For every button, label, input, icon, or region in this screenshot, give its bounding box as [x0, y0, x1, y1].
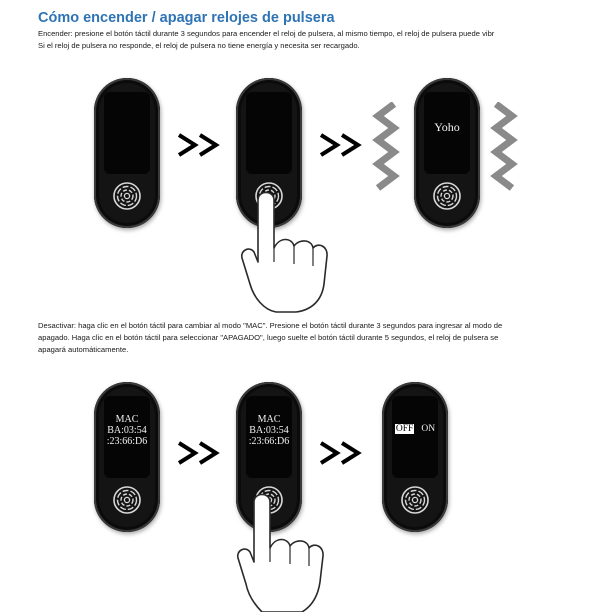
fingerprint-icon	[401, 486, 429, 514]
step-arrow-2	[318, 132, 364, 163]
mac-line-2: BA:03:54	[107, 425, 147, 436]
mac-line-3: :23:66:D6	[106, 436, 148, 447]
fingerprint-icon	[113, 182, 141, 210]
band-off-on-step-3	[382, 382, 448, 532]
on-option: ON	[421, 424, 436, 434]
power-on-instruction-line-2: Si el reloj de pulsera no responde, el reloj de pulsera no tiene energía y necesita ser recargado.	[38, 41, 360, 50]
step-arrow-4	[318, 440, 364, 471]
mac-line-2: BA:03:54	[249, 425, 289, 436]
band-screen	[246, 92, 292, 174]
pointing-finger-icon	[232, 490, 328, 612]
step-arrow-1	[176, 132, 222, 163]
band-screen	[104, 92, 150, 174]
step-arrow-3	[176, 440, 222, 471]
brand-label: Yoho	[434, 120, 460, 134]
vibration-zigzag-icon	[488, 102, 518, 194]
off-option: OFF	[395, 424, 414, 434]
power-off-instruction-line-2: apagado. Haga clic en el botón táctil para seleccionar "APAGADO", luego suelte el botón táctil durante 5 segundos, el reloj de pulsera se	[38, 333, 499, 342]
pointing-finger-icon	[236, 186, 336, 318]
band-mac-step-1	[94, 382, 160, 532]
band-screen	[392, 396, 438, 478]
power-option-row	[382, 424, 448, 434]
page-title: Cómo encender / apagar relojes de pulsera	[38, 10, 335, 26]
band-step-3	[414, 78, 480, 228]
fingerprint-icon	[433, 182, 461, 210]
power-on-instruction-line-1: Encender: presione el botón táctil durante 3 segundos para encender el reloj de pulsera, al mismo tiempo, el reloj de pulsera puede vibr	[38, 29, 495, 38]
power-off-instruction-line-3: apagará automáticamente.	[38, 345, 129, 354]
mac-line-1: MAC	[257, 414, 281, 425]
fingerprint-icon	[113, 486, 141, 514]
power-off-instruction-line-1: Desactivar: haga clic en el botón táctil para cambiar al modo "MAC". Presione el botón táctil durante 3 segundos para ingresar al modo de	[38, 321, 503, 330]
vibration-zigzag-icon	[372, 102, 402, 194]
mac-line-1: MAC	[115, 414, 139, 425]
mac-line-3: :23:66:D6	[248, 436, 290, 447]
band-step-1	[94, 78, 160, 228]
